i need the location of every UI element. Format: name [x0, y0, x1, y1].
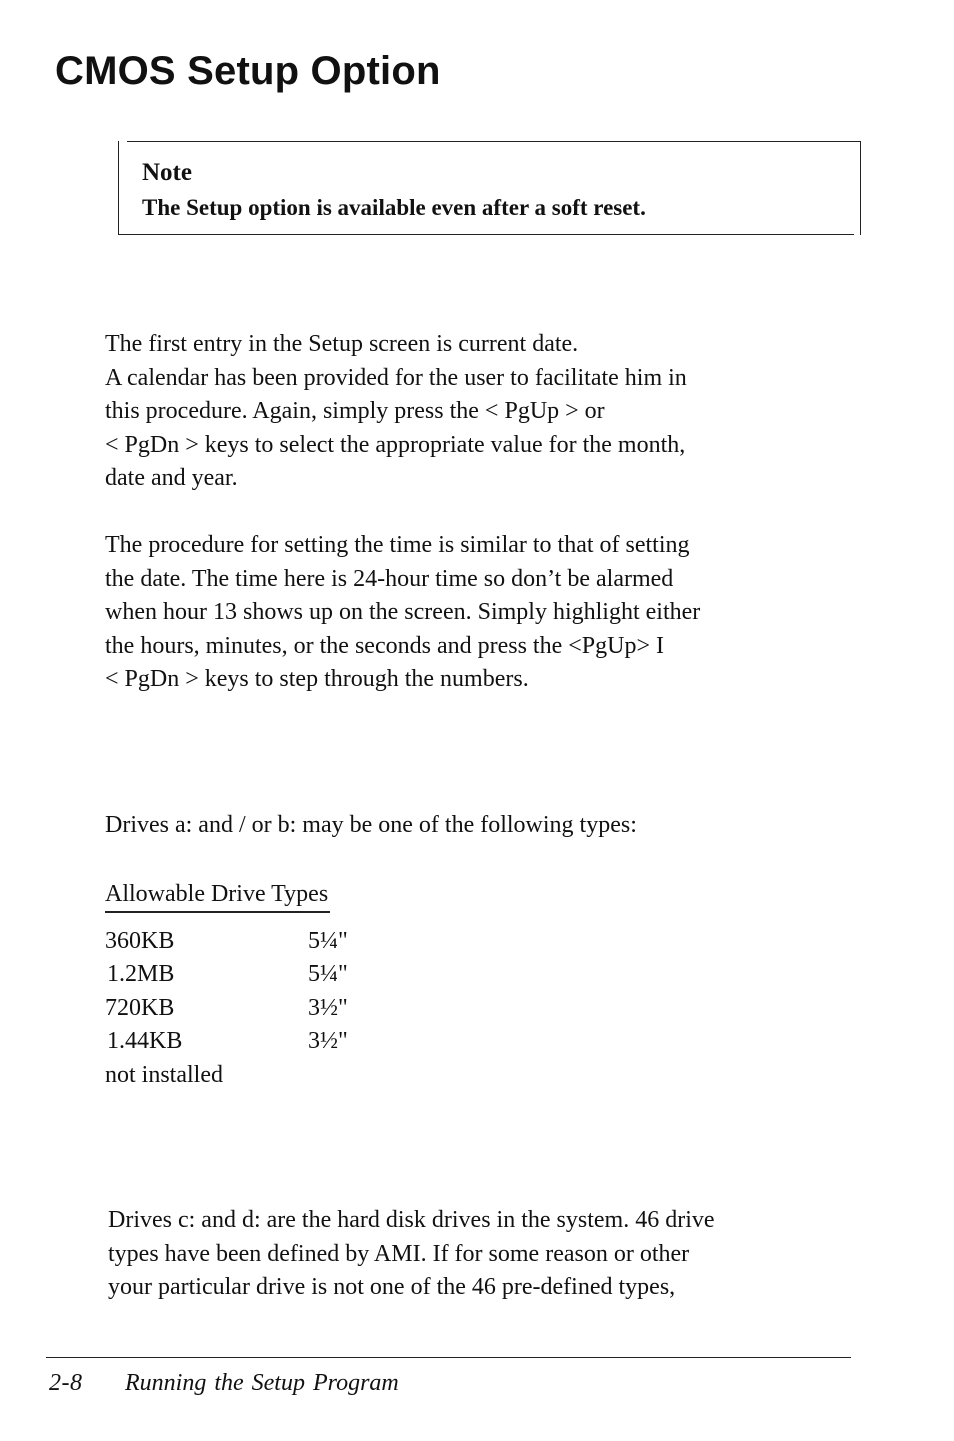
page-title: CMOS Setup Option [55, 49, 441, 93]
note-text: The Setup option is available even after a soft reset. [142, 195, 646, 220]
footer-page-number: 2-8 [49, 1370, 83, 1396]
time-paragraph: The procedure for setting the time is similar to that of setting the date. The time here is 24-hour time so don’t be alarmed when hour 13 shows up on the screen. Simply highlight either the hours, minutes, or the seconds and press the <PgUp> I < PgDn > keys to step through the numbers. [105, 532, 701, 693]
drive-capacity: 1.44KB [107, 1028, 183, 1055]
footer-divider [46, 1357, 851, 1358]
drive-capacity: 1.2MB [107, 961, 175, 988]
drive-types-heading: Allowable Drive Types [105, 877, 330, 913]
drive-capacity: 360KB [105, 928, 175, 954]
drive-size: 5¼" [308, 961, 348, 988]
drive-size: 3½" [308, 1028, 348, 1055]
footer-section-title: Running the Setup Program [125, 1370, 399, 1396]
note-box [118, 141, 861, 235]
drive-size: 3½" [308, 994, 348, 1021]
drive-capacity: not installed [105, 1061, 223, 1088]
floppy-drives-paragraph: Drives a: and / or b: may be one of the following types: [105, 812, 637, 838]
drive-capacity: 720KB [105, 994, 175, 1021]
date-paragraph: The first entry in the Setup screen is current date. A calendar has been provided for the user to facilitate him in this procedure. Again, simply press the < PgUp > or < PgDn > keys to select the appropriate value for the month, date and year. [105, 331, 687, 492]
note-heading: Note [142, 159, 192, 186]
drive-size: 5¼" [308, 928, 348, 954]
hard-disk-paragraph: Drives c: and d: are the hard disk drives in the system. 46 drive types have been defined by AMI. If for some reason or other your particular drive is not one of the 46 pre-defined types, [108, 1207, 715, 1301]
